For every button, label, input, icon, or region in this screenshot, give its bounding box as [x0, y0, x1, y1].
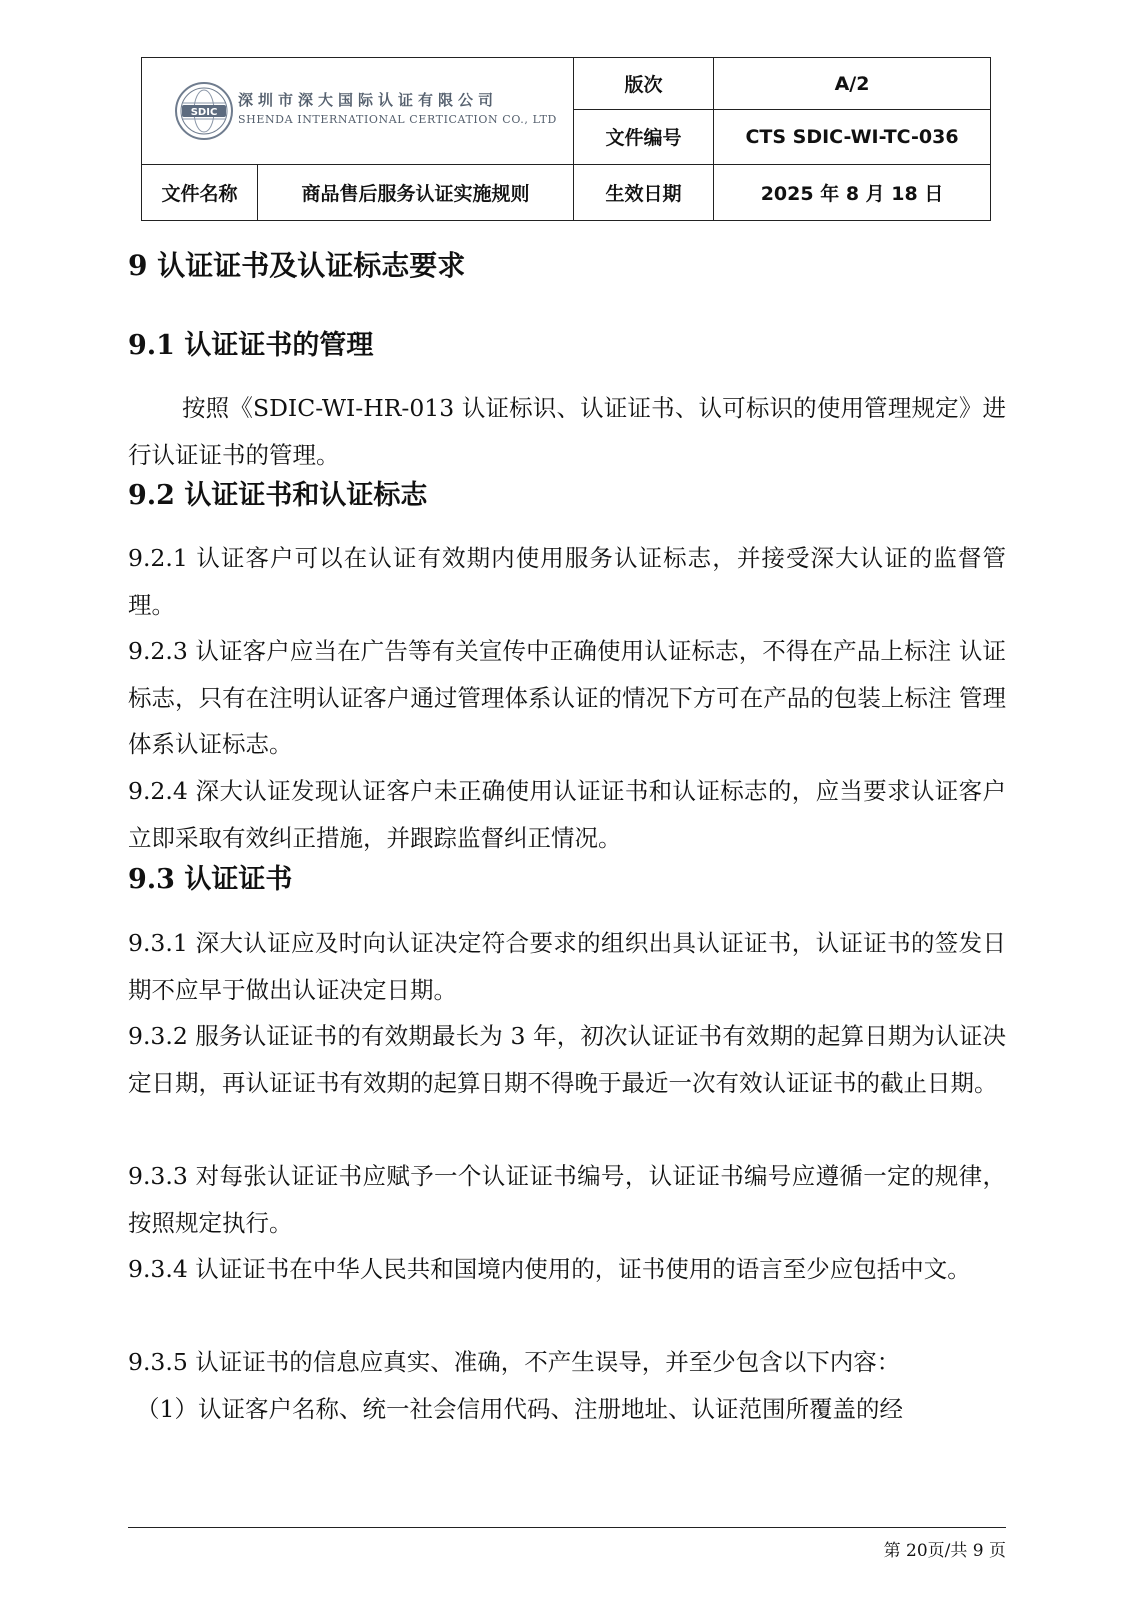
doc-name-label: 文件名称 [142, 164, 258, 220]
effective-date-label: 生效日期 [574, 164, 714, 220]
globe-logo-icon [174, 81, 234, 141]
footer-divider [128, 1527, 1006, 1528]
clause-9-3-1: 9.3.1 深大认证应及时向认证决定符合要求的组织出具认证证书，认证证书的签发日期不应早于做出认证决定日期。 [128, 929, 1006, 1004]
company-name-en: SHENDA INTERNATIONAL CERTICATION CO., LTD [238, 113, 557, 127]
doc-name-value: 商品售后服务认证实施规则 [258, 164, 574, 220]
section-9-heading: 9 认证证书及认证标志要求 [128, 249, 466, 282]
company-logo [142, 81, 573, 141]
clause-9-2-3: 9.2.3 认证客户应当在广告等有关宣传中正确使用认证标志，不得在产品上标注 认证标志，只有在注明认证客户通过管理体系认证的情况下方可在产品的包装上标注 管理体系认证标志。 [128, 637, 1006, 758]
logo-acronym: SDIC [190, 106, 218, 118]
doc-number-label: 文件编号 [574, 110, 714, 164]
company-logo-cell [142, 58, 574, 165]
clause-9-3-4: 9.3.4 认证证书在中华人民共和国境内使用的，证书使用的语言至少应包括中文。 [128, 1255, 971, 1283]
doc-number-value: CTS SDIC-WI-TC-036 [714, 110, 991, 164]
clause-9-3-3: 9.3.3 对每张认证证书应赋予一个认证证书编号，认证证书编号应遵循一定的规律，按照规定执行。 [128, 1162, 1006, 1237]
list-item-1: （1）认证客户名称、统一社会信用代码、注册地址、认证范围所覆盖的经 [136, 1395, 903, 1423]
clause-9-2-4: 9.2.4 深大认证发现认证客户未正确使用认证证书和认证标志的，应当要求认证客户立即采取有效纠正措施，并跟踪监督纠正情况。 [128, 777, 1006, 852]
version-value: A/2 [714, 58, 991, 110]
version-label: 版次 [574, 58, 714, 110]
section-9-1-text: 按照《SDIC-WI-HR-013 认证标识、认证证书、认可标识的使用管理规定》进行认证证书的管理。 [128, 394, 1006, 469]
section-9-1-heading: 9.1 认证证书的管理 [128, 330, 374, 361]
clause-9-3-5: 9.3.5 认证证书的信息应真实、准确，不产生误导，并至少包含以下内容： [128, 1348, 901, 1376]
company-name-cn: 深圳市深大国际认证有限公司 [238, 91, 499, 110]
section-9-3-heading: 9.3 认证证书 [128, 864, 293, 895]
document-header-table [141, 57, 991, 221]
clause-9-3-2: 9.3.2 服务认证证书的有效期最长为 3 年，初次认证证书有效期的起算日期为认证决定日期，再认证证书有效期的起算日期不得晚于最近一次有效认证证书的截止日期。 [128, 1022, 1006, 1097]
effective-date-value: 2025 年 8 月 18 日 [714, 164, 991, 220]
page-number: 第 20页/共 9 页 [883, 1541, 1006, 1561]
clause-9-2-1: 9.2.1 认证客户可以在认证有效期内使用服务认证标志，并接受深大认证的监督管理。 [128, 544, 1006, 619]
section-9-2-heading: 9.2 认证证书和认证标志 [128, 480, 428, 511]
